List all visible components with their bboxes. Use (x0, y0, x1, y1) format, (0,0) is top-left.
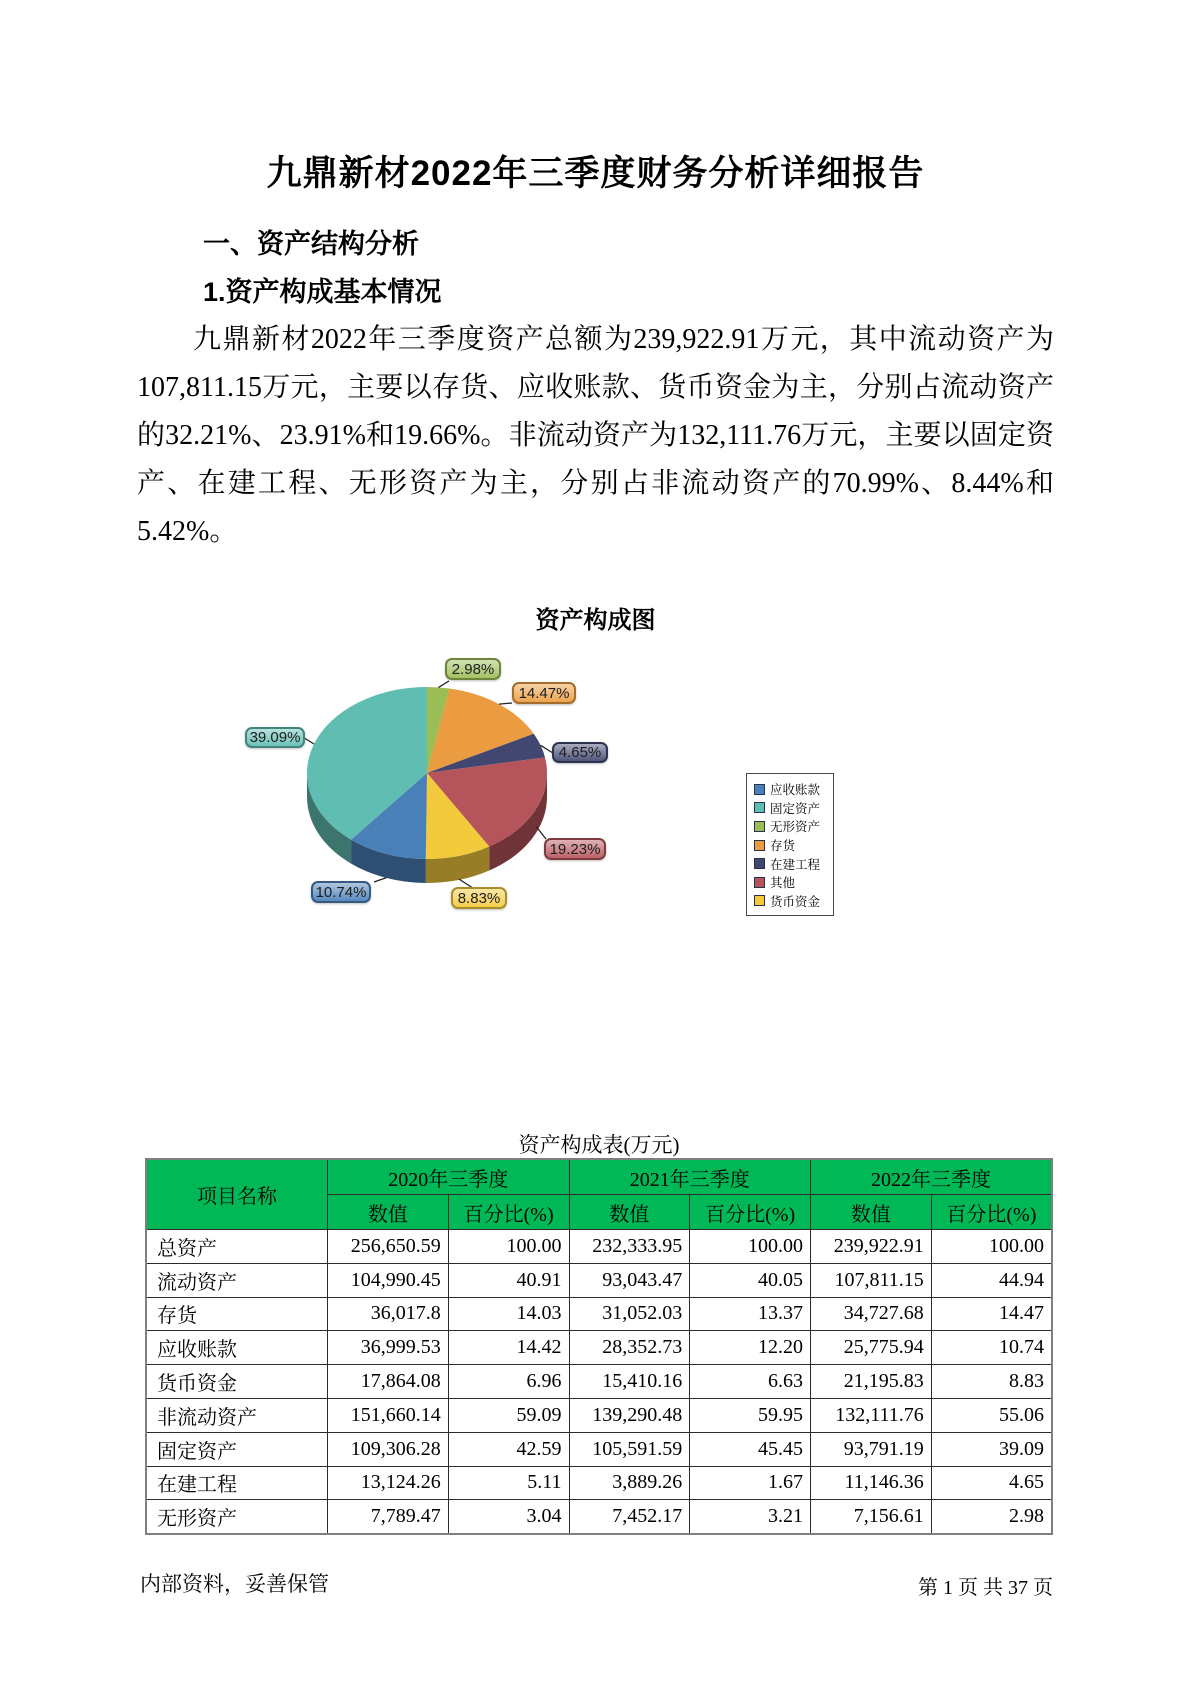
table-row (146, 1331, 1052, 1365)
value-cell: 6.63 (690, 1365, 811, 1399)
value-cell: 5.11 (448, 1466, 569, 1500)
value-cell: 109,306.28 (328, 1432, 449, 1466)
value-cell: 3,889.26 (569, 1466, 690, 1500)
pie-label-固定资产: 39.09% (245, 727, 305, 748)
row-label: 货币资金 (146, 1365, 328, 1399)
colgroup-2022: 2022年三季度 (811, 1159, 1053, 1195)
corner-header-cell: 项目名称 (146, 1159, 328, 1230)
subheader-cell: 百分比(%) (931, 1195, 1052, 1230)
value-cell: 1.67 (690, 1466, 811, 1500)
row-label: 固定资产 (146, 1432, 328, 1466)
value-cell: 31,052.03 (569, 1297, 690, 1331)
value-cell: 21,195.83 (811, 1365, 932, 1399)
value-cell: 93,043.47 (569, 1263, 690, 1297)
value-cell: 17,864.08 (328, 1365, 449, 1399)
value-cell: 45.45 (690, 1432, 811, 1466)
subsection-heading: 1.资产构成基本情况 (203, 277, 442, 307)
legend-swatch-icon (754, 821, 765, 832)
table-row (146, 1398, 1052, 1432)
value-cell: 107,811.15 (811, 1263, 932, 1297)
table-row (146, 1297, 1052, 1331)
row-label: 无形资产 (146, 1500, 328, 1534)
analysis-paragraph: 九鼎新材2022年三季度资产总额为239,922.91万元，其中流动资产为107,811.15万元，主要以存货、应收账款、货币资金为主，分别占流动资产的32.21%、23.91%和19.66%。非流动资产为132,111.76万元，主要以固定资产、在建工程、无形资产为主，分别占非流动资产的70.99%、8.44%和5.42%。 (137, 324, 1054, 547)
legend-swatch-icon (754, 877, 765, 888)
table-title: 资产构成表(万元) (518, 1133, 680, 1157)
value-cell: 13,124.26 (328, 1466, 449, 1500)
value-cell: 59.09 (448, 1398, 569, 1432)
table-row (146, 1500, 1052, 1534)
table-row (146, 1230, 1052, 1264)
legend-label: 其他 (770, 876, 796, 891)
legend-swatch-icon (754, 858, 765, 869)
row-label: 存货 (146, 1297, 328, 1331)
value-cell: 44.94 (931, 1263, 1052, 1297)
value-cell: 39.09 (931, 1432, 1052, 1466)
pie-callout-line-应收账款 (374, 878, 386, 882)
value-cell: 7,452.17 (569, 1500, 690, 1534)
footer-page-number: 第 1 页 共 37 页 (918, 1577, 1053, 1599)
value-cell: 59.95 (690, 1398, 811, 1432)
value-cell: 15,410.16 (569, 1365, 690, 1399)
table-header (146, 1159, 1052, 1230)
value-cell: 100.00 (448, 1230, 569, 1264)
legend-label: 应收账款 (770, 783, 821, 798)
colgroup-2020: 2020年三季度 (328, 1159, 570, 1195)
subheader-cell: 数值 (328, 1195, 449, 1230)
subheader-cell: 数值 (811, 1195, 932, 1230)
value-cell: 139,290.48 (569, 1398, 690, 1432)
subheader-cell: 百分比(%) (690, 1195, 811, 1230)
value-cell: 14.42 (448, 1331, 569, 1365)
pie-callout-line-无形资产 (439, 681, 450, 687)
legend-swatch-icon (754, 802, 765, 813)
pie-callout-line-存货 (499, 703, 512, 704)
value-cell: 40.91 (448, 1263, 569, 1297)
value-cell: 151,660.14 (328, 1398, 449, 1432)
value-cell: 28,352.73 (569, 1331, 690, 1365)
colgroup-2021: 2021年三季度 (569, 1159, 811, 1195)
row-label: 总资产 (146, 1230, 328, 1264)
legend-label: 固定资产 (770, 801, 821, 816)
table-row (146, 1263, 1052, 1297)
table-row (146, 1432, 1052, 1466)
legend-item-应收账款 (754, 780, 833, 799)
legend-item-存货 (754, 836, 833, 855)
legend-label: 在建工程 (770, 857, 821, 872)
pie-label-在建工程: 4.65% (552, 742, 608, 763)
pie-label-无形资产: 2.98% (445, 658, 501, 680)
table-row (146, 1365, 1052, 1399)
legend-item-固定资产 (754, 799, 833, 818)
legend-item-其他 (754, 873, 833, 892)
legend-swatch-icon (754, 840, 765, 851)
value-cell: 6.96 (448, 1365, 569, 1399)
value-cell: 7,789.47 (328, 1500, 449, 1534)
subheader-cell: 数值 (569, 1195, 690, 1230)
value-cell: 100.00 (690, 1230, 811, 1264)
legend-label: 无形资产 (770, 820, 821, 835)
value-cell: 93,791.19 (811, 1432, 932, 1466)
value-cell: 40.05 (690, 1263, 811, 1297)
value-cell: 11,146.36 (811, 1466, 932, 1500)
value-cell: 55.06 (931, 1398, 1052, 1432)
value-cell: 34,727.68 (811, 1297, 932, 1331)
value-cell: 25,775.94 (811, 1331, 932, 1365)
report-title: 九鼎新材2022年三季度财务分析详细报告 (266, 154, 925, 193)
section-heading: 一、资产结构分析 (203, 229, 419, 259)
row-label: 非流动资产 (146, 1398, 328, 1432)
value-cell: 7,156.61 (811, 1500, 932, 1534)
chart-legend (746, 773, 834, 916)
pie-label-存货: 14.47% (512, 682, 576, 704)
subheader-cell: 百分比(%) (448, 1195, 569, 1230)
value-cell: 104,990.45 (328, 1263, 449, 1297)
value-cell: 36,017.8 (328, 1297, 449, 1331)
value-cell: 239,922.91 (811, 1230, 932, 1264)
value-cell: 3.21 (690, 1500, 811, 1534)
value-cell: 3.04 (448, 1500, 569, 1534)
value-cell: 14.03 (448, 1297, 569, 1331)
legend-item-无形资产 (754, 817, 833, 836)
legend-item-在建工程 (754, 854, 833, 873)
value-cell: 132,111.76 (811, 1398, 932, 1432)
value-cell: 10.74 (931, 1331, 1052, 1365)
value-cell: 2.98 (931, 1500, 1052, 1534)
value-cell: 4.65 (931, 1466, 1052, 1500)
pie-label-其他: 19.23% (544, 838, 606, 860)
pie-label-应收账款: 10.74% (311, 881, 371, 903)
pie-callout-line-固定资产 (304, 738, 315, 745)
row-label: 流动资产 (146, 1263, 328, 1297)
legend-swatch-icon (754, 784, 765, 795)
pie-chart-title: 资产构成图 (535, 607, 656, 634)
value-cell: 232,333.95 (569, 1230, 690, 1264)
asset-composition-pie-chart (150, 630, 710, 950)
value-cell: 256,650.59 (328, 1230, 449, 1264)
pie-callout-line-其他 (537, 827, 547, 839)
legend-item-货币资金 (754, 892, 833, 911)
value-cell: 105,591.59 (569, 1432, 690, 1466)
legend-label: 存货 (770, 839, 796, 854)
footer-confidential-note: 内部资料，妥善保管 (140, 1573, 329, 1596)
value-cell: 8.83 (931, 1365, 1052, 1399)
value-cell: 42.59 (448, 1432, 569, 1466)
pie-label-货币资金: 8.83% (451, 887, 507, 909)
value-cell: 12.20 (690, 1331, 811, 1365)
row-label: 应收账款 (146, 1331, 328, 1365)
value-cell: 13.37 (690, 1297, 811, 1331)
legend-swatch-icon (754, 895, 765, 906)
value-cell: 14.47 (931, 1297, 1052, 1331)
asset-composition-table (145, 1158, 1053, 1535)
value-cell: 100.00 (931, 1230, 1052, 1264)
table-row (146, 1466, 1052, 1500)
legend-label: 货币资金 (770, 894, 821, 909)
value-cell: 36,999.53 (328, 1331, 449, 1365)
row-label: 在建工程 (146, 1466, 328, 1500)
